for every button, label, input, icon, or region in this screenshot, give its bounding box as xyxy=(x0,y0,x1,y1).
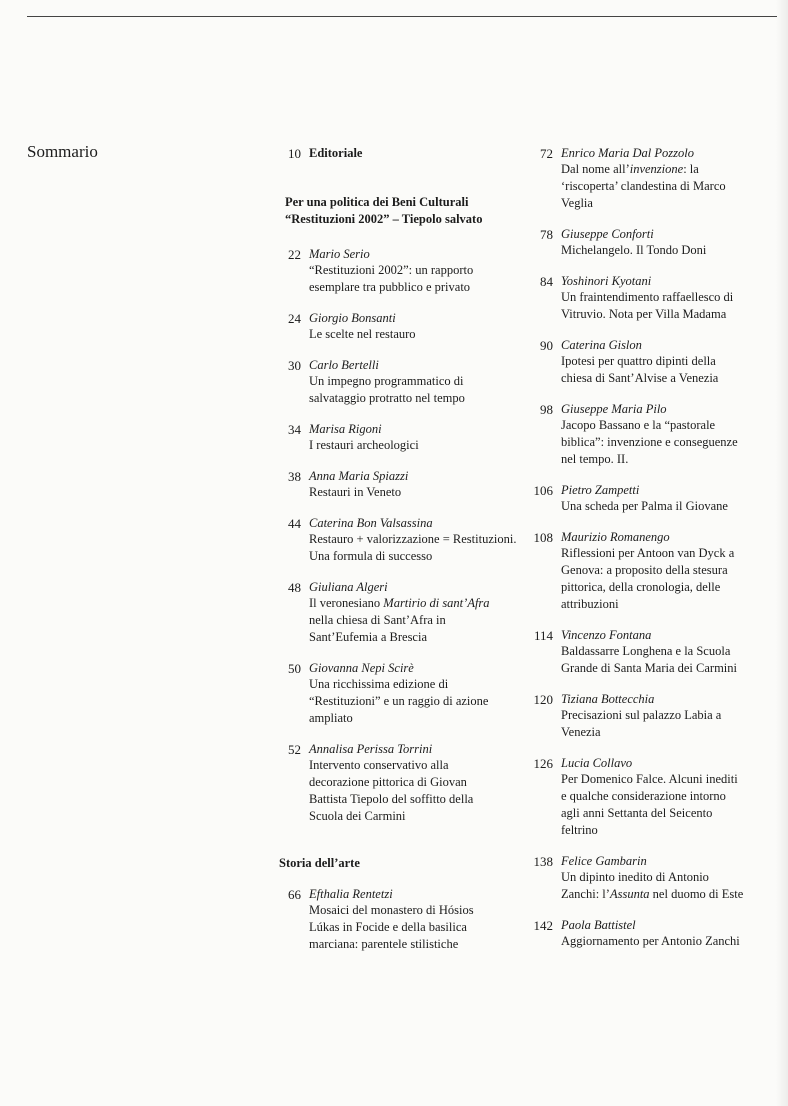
entry-title-line: Grande di Santa Maria dei Carmini xyxy=(561,661,737,675)
toc-entry[interactable] xyxy=(528,273,778,323)
page-number: 66 xyxy=(288,887,301,902)
section-heading-line: “Restituzioni 2002” – Tiepolo salvato xyxy=(285,212,483,226)
entry-title-line: ampliato xyxy=(309,711,353,725)
entry-title-line: Per Domenico Falce. Alcuni inediti xyxy=(561,772,738,786)
page-number: 84 xyxy=(540,274,553,289)
entry-title-line: Una ricchissima edizione di xyxy=(309,677,449,691)
entry-title-line: Michelangelo. Il Tondo Doni xyxy=(561,243,707,257)
toc-entry[interactable] xyxy=(528,226,778,259)
entry-title-line: nella chiesa di Sant’Afra in xyxy=(309,613,446,627)
page-number: 78 xyxy=(540,227,553,242)
entry-author: Giuliana Algeri xyxy=(309,580,388,594)
entry-title-line: Un dipinto inedito di Antonio xyxy=(561,870,709,884)
toc-entry[interactable] xyxy=(528,337,778,387)
entry-title-line: Un impegno programmatico di xyxy=(309,374,464,388)
entry-title-line: Baldassarre Longhena e la Scuola xyxy=(561,644,731,658)
entry-title-line: Ipotesi per quattro dipinti della xyxy=(561,354,716,368)
entry-title-line: salvataggio protratto nel tempo xyxy=(309,391,465,405)
entry-author: Mario Serio xyxy=(309,247,370,261)
entry-title-line: chiesa di Sant’Alvise a Venezia xyxy=(561,371,719,385)
entry-title-line: Lúkas in Focide e della basilica xyxy=(309,920,467,934)
entry-title-line: e qualche considerazione intorno xyxy=(561,789,726,803)
toc-entry[interactable] xyxy=(279,579,524,646)
page-number: 24 xyxy=(288,311,301,326)
entry-title-line: Aggiornamento per Antonio Zanchi xyxy=(561,934,740,948)
entry-title-line: Genova: a proposito della stesura xyxy=(561,563,728,577)
entry-title-line: Sant’Eufemia a Brescia xyxy=(309,630,428,644)
entry-title-line: Mosaici del monastero di Hósios xyxy=(309,903,474,917)
entry-title-line: Battista Tiepolo del soffitto della xyxy=(309,792,474,806)
entry-title: Editoriale xyxy=(309,146,363,160)
entry-author: Caterina Gislon xyxy=(561,338,642,352)
toc-entry-editorial[interactable] xyxy=(279,145,524,162)
entry-title-line: ‘riscoperta’ clandestina di Marco xyxy=(561,179,726,193)
entry-author: Maurizio Romanengo xyxy=(561,530,670,544)
entry-title-line: Scuola dei Carmini xyxy=(309,809,406,823)
page-number: 106 xyxy=(533,483,553,498)
entry-title-line: Veglia xyxy=(561,196,593,210)
entry-title-line: nel tempo. II. xyxy=(561,452,629,466)
entry-title-line: biblica”: invenzione e conseguenze xyxy=(561,435,738,449)
entry-title-line: feltrino xyxy=(561,823,598,837)
toc-entry[interactable] xyxy=(279,421,524,454)
page-title: Sommario xyxy=(27,142,98,161)
section-heading-storia: Storia dell’arte xyxy=(279,856,360,870)
entry-author: Pietro Zampetti xyxy=(561,483,640,497)
toc-entry[interactable] xyxy=(528,401,778,468)
page-number: 142 xyxy=(533,918,553,933)
entry-title-line: Le scelte nel restauro xyxy=(309,327,416,341)
entry-author: Annalisa Perissa Torrini xyxy=(309,742,433,756)
entry-title-line: pittorica, della cronologia, delle xyxy=(561,580,721,594)
page-number: 48 xyxy=(288,580,301,595)
toc-entry[interactable] xyxy=(528,627,778,677)
page-number: 44 xyxy=(288,516,301,531)
page-number: 10 xyxy=(288,146,301,161)
top-rule xyxy=(27,16,777,17)
entry-title-line: “Restituzioni” e un raggio di azione xyxy=(309,694,489,708)
toc-entry[interactable] xyxy=(528,691,778,741)
entry-author: Giovanna Nepi Scirè xyxy=(309,661,414,675)
page-number: 138 xyxy=(533,854,553,869)
entry-title-line: Intervento conservativo alla xyxy=(309,758,449,772)
page-number: 72 xyxy=(540,146,553,161)
entry-title-line: “Restituzioni 2002”: un rapporto xyxy=(309,263,474,277)
entry-title-line: Una scheda per Palma il Giovane xyxy=(561,499,728,513)
toc-entry[interactable] xyxy=(528,755,778,839)
page-number: 38 xyxy=(288,469,301,484)
page-number: 126 xyxy=(533,756,553,771)
toc-entry[interactable] xyxy=(279,886,524,953)
entry-author: Felice Gambarin xyxy=(561,854,647,868)
entry-title-line: Riflessioni per Antoon van Dyck a xyxy=(561,546,735,560)
entry-title-line: Zanchi: l’Assunta nel duomo di Este xyxy=(561,887,744,901)
entry-author: Paola Battistel xyxy=(561,918,636,932)
page-number: 108 xyxy=(533,530,553,545)
entry-title-line: Dal nome all’invenzione: la xyxy=(561,162,699,176)
page-number: 30 xyxy=(288,358,301,373)
entry-author: Enrico Maria Dal Pozzolo xyxy=(561,146,694,160)
entry-title-line: Un fraintendimento raffaellesco di xyxy=(561,290,734,304)
entry-title-line: agli anni Settanta del Seicento xyxy=(561,806,713,820)
entry-author: Giuseppe Maria Pilo xyxy=(561,402,667,416)
entry-title-line: Venezia xyxy=(561,725,601,739)
toc-entry[interactable] xyxy=(528,853,778,903)
entry-title-line: Restauro + valorizzazione = Restituzioni. xyxy=(309,532,517,546)
entry-author: Vincenzo Fontana xyxy=(561,628,652,642)
page-number: 120 xyxy=(533,692,553,707)
toc-entry[interactable] xyxy=(279,310,524,343)
page-number: 34 xyxy=(288,422,301,437)
entry-title-line: Precisazioni sul palazzo Labia a xyxy=(561,708,722,722)
entry-title-line: decorazione pittorica di Giovan xyxy=(309,775,467,789)
entry-author: Giorgio Bonsanti xyxy=(309,311,396,325)
page-number: 22 xyxy=(288,247,301,262)
entry-title-line: esemplare tra pubblico e privato xyxy=(309,280,471,294)
entry-title-line: Jacopo Bassano e la “pastorale xyxy=(561,418,716,432)
entry-author: Marisa Rigoni xyxy=(309,422,382,436)
toc-entry[interactable] xyxy=(528,482,778,515)
toc-entry[interactable] xyxy=(279,357,524,407)
toc-entry[interactable] xyxy=(279,741,524,825)
toc-entry[interactable] xyxy=(528,529,778,613)
entry-title-line: attribuzioni xyxy=(561,597,619,611)
page-number: 98 xyxy=(540,402,553,417)
page-number: 90 xyxy=(540,338,553,353)
entry-author: Yoshinori Kyotani xyxy=(561,274,652,288)
entry-author: Lucia Collavo xyxy=(561,756,633,770)
toc-entry[interactable] xyxy=(528,917,778,950)
entry-author: Carlo Bertelli xyxy=(309,358,379,372)
toc-entry[interactable] xyxy=(279,246,524,296)
entry-title-line: Vitruvio. Nota per Villa Madama xyxy=(561,307,727,321)
entry-title-line: I restauri archeologici xyxy=(309,438,419,452)
page-number: 52 xyxy=(288,742,301,757)
entry-title-line: marciana: parentele stilistiche xyxy=(309,937,459,951)
page-number: 50 xyxy=(288,661,301,676)
entry-title-line: Una formula di successo xyxy=(309,549,433,563)
toc-column-right xyxy=(528,145,778,964)
entry-author: Giuseppe Conforti xyxy=(561,227,654,241)
entry-author: Tiziana Bottecchia xyxy=(561,692,655,706)
entry-title-line: Il veronesiano Martirio di sant’Afra xyxy=(309,596,490,610)
section-heading-line: Per una politica dei Beni Culturali xyxy=(285,195,469,209)
entry-author: Caterina Bon Valsassina xyxy=(309,516,433,530)
section-heading-beni-culturali xyxy=(285,194,524,228)
toc-column-left xyxy=(279,145,524,967)
page-number: 114 xyxy=(533,628,553,643)
toc-entry[interactable] xyxy=(279,660,524,727)
entry-title-line: Restauri in Veneto xyxy=(309,485,402,499)
toc-entry[interactable] xyxy=(279,468,524,501)
entry-author: Efthalia Rentetzi xyxy=(309,887,393,901)
entry-author: Anna Maria Spiazzi xyxy=(309,469,409,483)
toc-entry[interactable] xyxy=(528,145,778,212)
toc-entry[interactable] xyxy=(279,515,524,565)
